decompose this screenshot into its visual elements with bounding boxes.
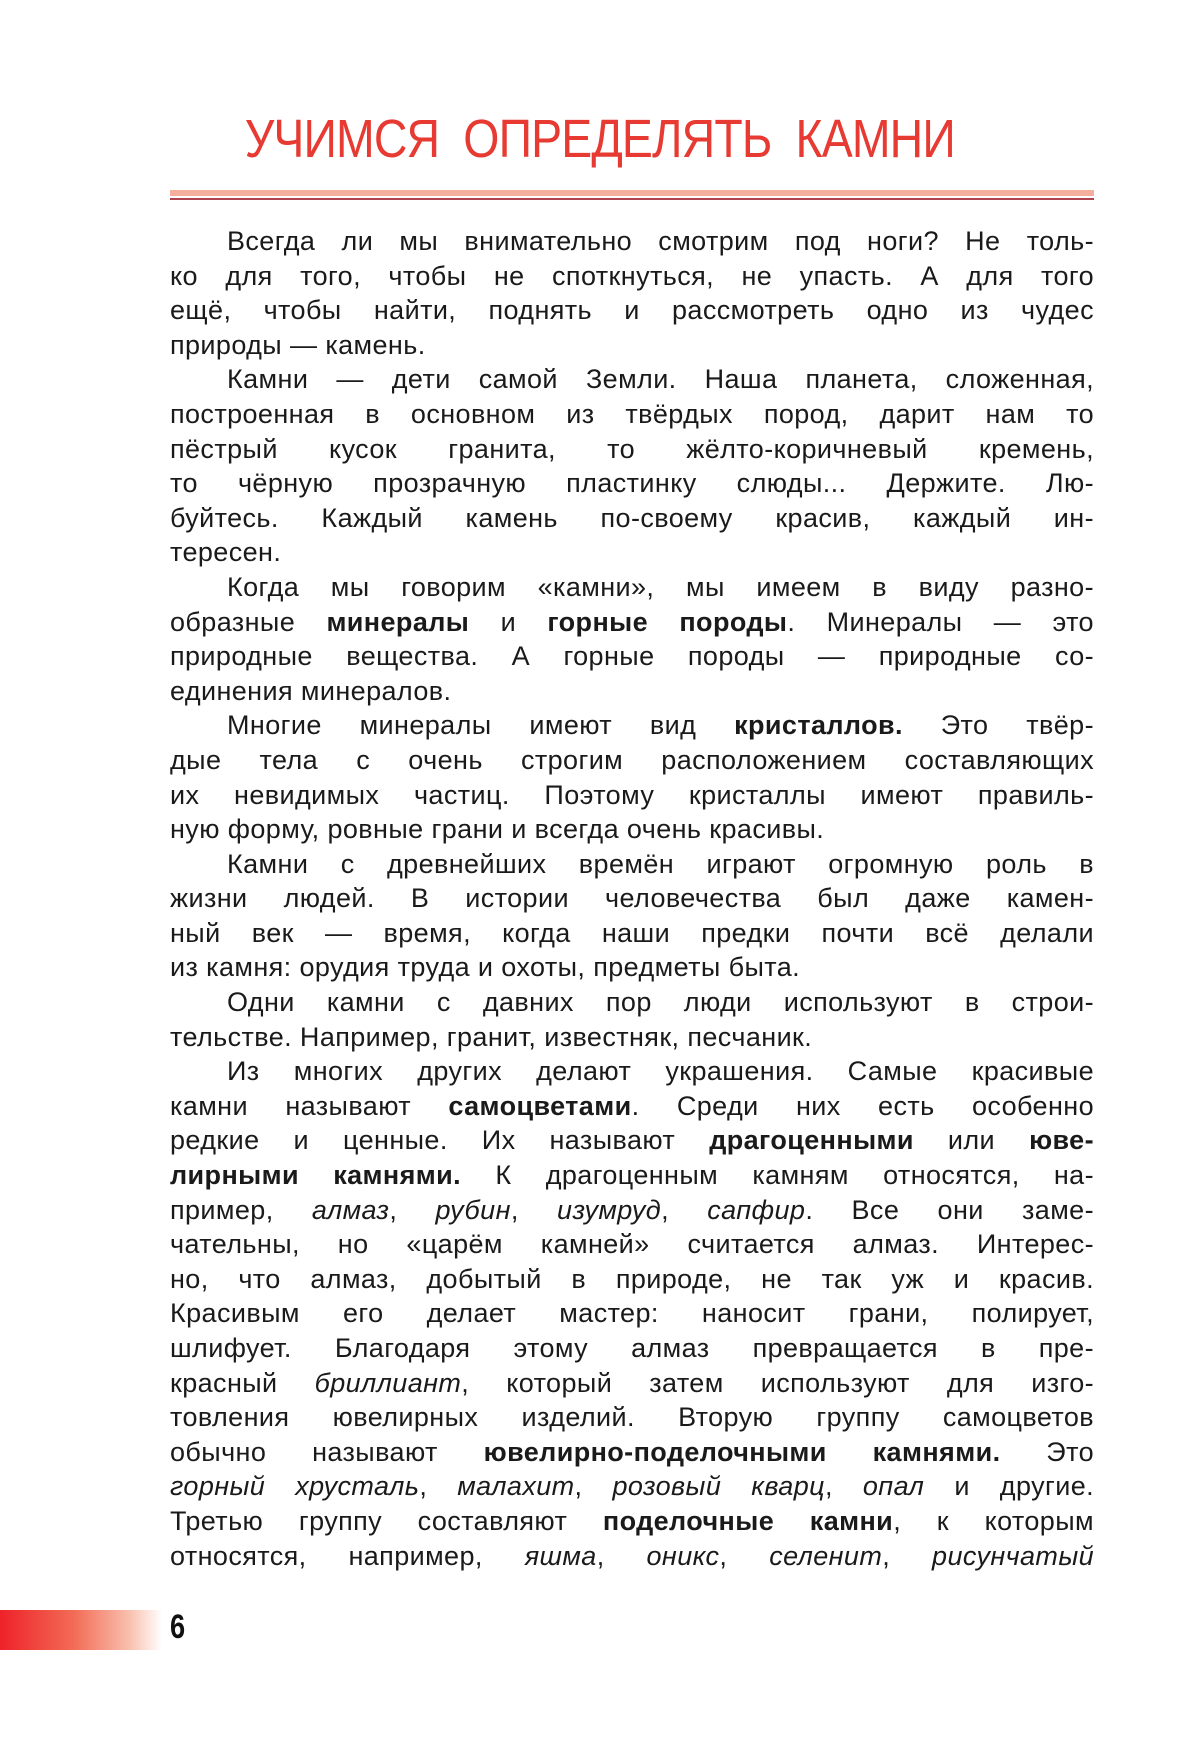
text-span: пёстрый кусок гранита, то жёлто-коричневый кремень, xyxy=(170,433,1094,464)
text-span: тересен. xyxy=(170,537,282,568)
text-line xyxy=(170,328,1094,363)
paragraph xyxy=(170,362,1094,570)
text-line xyxy=(170,1193,1094,1228)
text-line xyxy=(170,535,1094,570)
text-line xyxy=(170,466,1094,501)
text-span: Когда мы говорим «камни», мы имеем в виду разно- xyxy=(227,571,1094,602)
text-span: . Минералы — это xyxy=(787,606,1094,637)
text-span: Всегда ли мы внимательно смотрим под ноги? Не толь- xyxy=(227,226,1094,256)
text-span: редкие и ценные. Их называют xyxy=(170,1125,710,1156)
text-line xyxy=(170,605,1094,640)
italic-term: опал xyxy=(862,1471,925,1502)
text-span: пример, xyxy=(170,1194,312,1225)
text-line xyxy=(170,847,1094,882)
bold-term: ювелирно-поделочными камнями. xyxy=(483,1436,1001,1467)
text-span: Третью группу составляют xyxy=(170,1505,603,1536)
text-span: ко для того, чтобы не споткнуться, не упасть. А для того xyxy=(170,260,1094,291)
text-span: , xyxy=(719,1540,770,1571)
text-line xyxy=(170,743,1094,778)
title-rule-light xyxy=(170,190,1094,196)
text-span: буйтесь. Каждый камень по-своему красив, каждый ин- xyxy=(170,502,1094,533)
italic-term: малахит xyxy=(457,1471,575,1502)
text-span: то чёрную прозрачную пластинку слюды... Держите. Лю- xyxy=(170,468,1094,499)
italic-term: рисунчатый xyxy=(932,1540,1094,1571)
text-span: природы — камень. xyxy=(170,329,426,360)
text-line xyxy=(170,1089,1094,1124)
page-number: 6 xyxy=(170,1608,186,1646)
text-line xyxy=(170,950,1094,985)
text-span: единения минералов. xyxy=(170,675,452,706)
text-span: природные вещества. А горные породы — природные со- xyxy=(170,641,1094,672)
text-span: и другие. xyxy=(924,1471,1095,1502)
text-span: камни называют xyxy=(170,1090,449,1121)
bold-term: поделочные камни xyxy=(602,1505,894,1536)
bold-term: минералы xyxy=(326,606,470,637)
italic-term: оникс xyxy=(646,1540,720,1571)
paragraph xyxy=(170,1054,1094,1573)
text-span: Это твёр- xyxy=(902,710,1094,741)
page-number-bar xyxy=(0,1610,162,1650)
title-rule-dark xyxy=(170,198,1094,200)
text-span: Камни — дети самой Земли. Наша планета, сложенная, xyxy=(227,364,1094,395)
text-line xyxy=(170,1400,1094,1435)
text-line xyxy=(170,1296,1094,1331)
text-span: , xyxy=(824,1471,863,1502)
paragraph xyxy=(170,985,1094,1054)
text-span: из камня: орудия труда и охоты, предметы быта. xyxy=(170,952,801,983)
bold-term: драгоценными xyxy=(709,1125,914,1156)
text-line xyxy=(170,432,1094,467)
text-span: Красивым его делает мастер: наносит грани, полирует, xyxy=(170,1298,1094,1329)
paragraph xyxy=(170,708,1094,846)
text-line xyxy=(170,1366,1094,1401)
text-line xyxy=(170,639,1094,674)
italic-term: яшма xyxy=(524,1540,597,1571)
text-span: относятся, например, xyxy=(170,1540,525,1571)
text-span: Многие минералы имеют вид xyxy=(227,710,735,741)
text-line xyxy=(170,1227,1094,1262)
text-line xyxy=(170,1123,1094,1158)
text-line xyxy=(170,1469,1094,1504)
text-line xyxy=(170,224,1094,259)
text-span: . Среди них есть особенно xyxy=(631,1090,1094,1121)
text-span: образные xyxy=(170,606,327,637)
body-text xyxy=(170,224,1094,1573)
bold-term: кристаллов. xyxy=(734,710,903,741)
text-span: К драгоценным камням относятся, на- xyxy=(461,1160,1094,1191)
text-line xyxy=(170,1054,1094,1089)
text-span: , xyxy=(661,1194,708,1225)
text-line xyxy=(170,916,1094,951)
page-title-container xyxy=(0,108,1200,170)
text-line xyxy=(170,708,1094,743)
text-line xyxy=(170,1262,1094,1297)
text-span: Из многих других делают украшения. Самые красивые xyxy=(227,1056,1094,1087)
text-line xyxy=(170,1020,1094,1055)
text-line xyxy=(170,570,1094,605)
text-span: и xyxy=(469,606,548,637)
text-span: , xyxy=(389,1194,436,1225)
text-span: , xyxy=(574,1471,613,1502)
paragraph xyxy=(170,224,1094,362)
text-span: но, что алмаз, добытый в природе, не так уж и красив. xyxy=(170,1263,1094,1294)
text-line xyxy=(170,293,1094,328)
text-span: , который затем используют для изго- xyxy=(461,1367,1095,1398)
italic-term: сапфир xyxy=(707,1194,806,1225)
text-span: тельстве. Например, гранит, известняк, песчаник. xyxy=(170,1021,813,1052)
text-span: Камни с древнейших времён играют огромную роль в xyxy=(227,848,1094,879)
text-span: . Все они заме- xyxy=(805,1194,1094,1225)
text-line xyxy=(170,362,1094,397)
bold-term: горные породы xyxy=(547,606,788,637)
paragraph xyxy=(170,847,1094,985)
text-line xyxy=(170,778,1094,813)
italic-term: рубин xyxy=(435,1194,511,1225)
bold-term: лирными камнями. xyxy=(170,1160,462,1191)
text-span: , xyxy=(596,1540,647,1571)
text-span: шлифует. Благодаря этому алмаз превращается в пре- xyxy=(170,1333,1094,1363)
text-line xyxy=(170,1158,1094,1193)
bold-term: самоцветами xyxy=(448,1090,632,1121)
italic-term: селенит xyxy=(769,1540,883,1571)
text-line xyxy=(170,1435,1094,1470)
text-line xyxy=(170,259,1094,294)
text-line xyxy=(170,1331,1094,1366)
text-span: или xyxy=(913,1125,1030,1156)
text-span: обычно называют xyxy=(170,1436,484,1467)
text-span: , xyxy=(419,1471,458,1502)
italic-term: розовый кварц xyxy=(612,1471,825,1502)
text-span: их невидимых частиц. Поэтому кристаллы имеют правиль- xyxy=(170,779,1094,810)
text-span: , xyxy=(882,1540,933,1571)
text-line xyxy=(170,674,1094,709)
text-span: ещё, чтобы найти, поднять и рассмотреть одно из чудес xyxy=(170,295,1094,326)
text-line xyxy=(170,1539,1094,1574)
text-span: красный xyxy=(170,1367,315,1398)
italic-term: изумруд xyxy=(557,1194,662,1225)
italic-term: бриллиант xyxy=(314,1367,462,1398)
text-span: товления ювелирных изделий. Вторую группу самоцветов xyxy=(170,1402,1094,1433)
text-span: ный век — время, когда наши предки почти всё делали xyxy=(170,917,1094,948)
text-line xyxy=(170,397,1094,432)
text-span: Это xyxy=(1000,1436,1094,1467)
text-line xyxy=(170,1504,1094,1539)
text-span: ную форму, ровные грани и всегда очень красивы. xyxy=(170,814,825,845)
text-span: чательны, но «царём камней» считается алмаз. Интерес- xyxy=(170,1229,1094,1260)
text-line xyxy=(170,812,1094,847)
text-line xyxy=(170,985,1094,1020)
italic-term: горный хрусталь xyxy=(170,1471,420,1502)
text-span: , xyxy=(510,1194,558,1225)
italic-term: алмаз xyxy=(311,1194,390,1225)
page-title: УЧИМСЯ ОПРЕДЕЛЯТЬ КАМНИ xyxy=(244,109,956,169)
text-span: Одни камни с давних пор люди используют в строи- xyxy=(227,987,1094,1018)
bold-term: юве- xyxy=(1029,1125,1094,1156)
text-span: дые тела с очень строгим расположением составляющих xyxy=(170,744,1094,775)
text-span: построенная в основном из твёрдых пород, дарит нам то xyxy=(170,398,1094,429)
paragraph xyxy=(170,570,1094,708)
text-span: , к которым xyxy=(893,1505,1094,1536)
text-line xyxy=(170,501,1094,536)
text-span: жизни людей. В истории человечества был даже камен- xyxy=(170,883,1094,914)
text-line xyxy=(170,881,1094,916)
